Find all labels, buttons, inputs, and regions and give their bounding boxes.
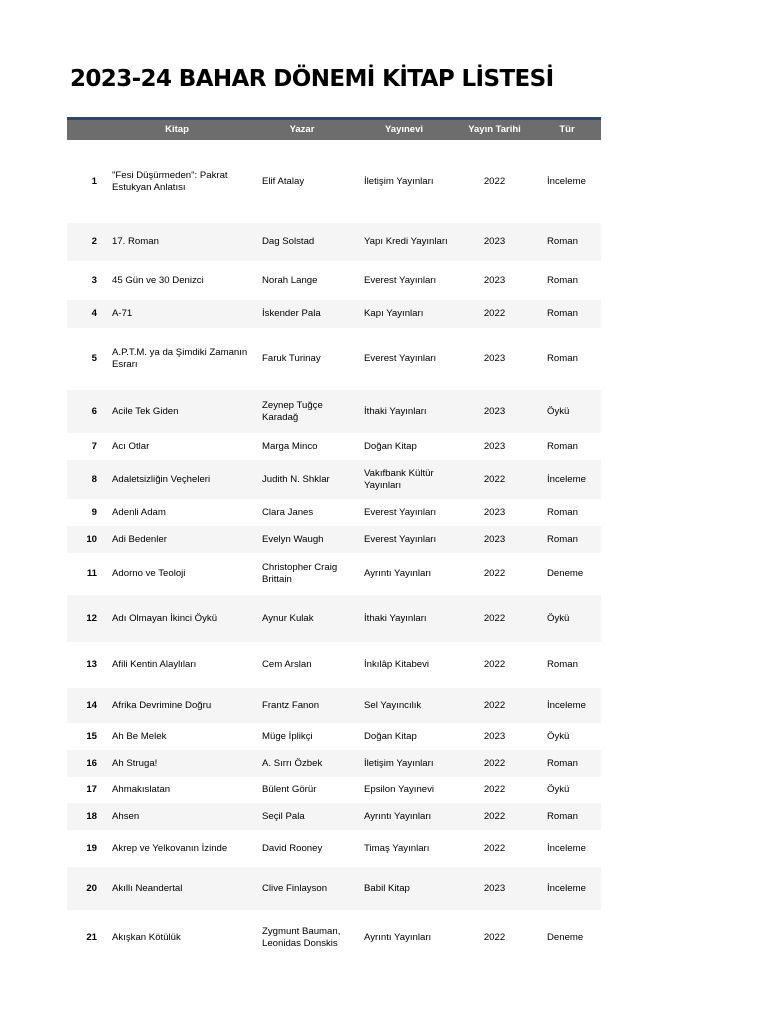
book-author: Zeynep Tuğçe Karadağ bbox=[262, 399, 323, 423]
book-publisher: Doğan Kitap bbox=[364, 730, 417, 742]
book-publisher: Everest Yayınları bbox=[364, 274, 437, 286]
header-type: Tür bbox=[559, 124, 575, 135]
row-number: 9 bbox=[91, 506, 97, 518]
book-type: Roman bbox=[547, 274, 578, 286]
book-publisher: Timaş Yayınları bbox=[364, 842, 430, 854]
book-author: Cem Arslan bbox=[262, 659, 312, 670]
row-number: 21 bbox=[86, 932, 97, 943]
book-title: Adorno ve Teoloji bbox=[112, 568, 186, 579]
publish-year: 2022 bbox=[483, 659, 506, 670]
table-row bbox=[67, 261, 601, 300]
publish-year: 2022 bbox=[483, 568, 506, 579]
publish-year: 2023 bbox=[483, 506, 506, 518]
publish-year: 2022 bbox=[483, 308, 506, 319]
publish-year: 2023 bbox=[483, 882, 506, 894]
book-publisher: Kapı Yayınları bbox=[364, 308, 424, 319]
book-publisher: Babil Kitap bbox=[364, 882, 410, 894]
row-number: 3 bbox=[91, 274, 97, 286]
publish-year: 2022 bbox=[483, 175, 506, 187]
book-publisher: Epsilon Yayınevi bbox=[364, 784, 435, 795]
book-author: Norah Lange bbox=[262, 274, 318, 286]
book-title: Afrika Devrimine Doğru bbox=[112, 699, 212, 711]
book-publisher: Everest Yayınları bbox=[364, 533, 437, 545]
book-type: Roman bbox=[547, 533, 578, 545]
book-publisher: Ayrıntı Yayınları bbox=[364, 568, 432, 579]
publish-year: 2023 bbox=[483, 274, 506, 286]
row-number: 18 bbox=[86, 810, 97, 822]
publish-year: 2023 bbox=[483, 405, 506, 417]
table-row bbox=[67, 300, 601, 328]
table-row bbox=[67, 595, 601, 642]
table-row bbox=[67, 433, 601, 460]
book-author: Marga Minco bbox=[262, 440, 318, 452]
publish-year: 2022 bbox=[483, 810, 506, 822]
book-type: Roman bbox=[547, 353, 578, 364]
publish-year: 2023 bbox=[483, 440, 506, 452]
publish-year: 2022 bbox=[483, 699, 506, 711]
book-author: Dag Solstad bbox=[262, 236, 315, 247]
book-author: Müge İplikçi bbox=[262, 730, 313, 742]
row-number: 14 bbox=[86, 699, 97, 711]
book-title: Adı Olmayan İkinci Öykü bbox=[112, 612, 218, 624]
row-number: 5 bbox=[91, 353, 97, 364]
book-type: Roman bbox=[547, 757, 578, 769]
book-author: Aynur Kulak bbox=[262, 612, 314, 624]
book-title: 45 Gün ve 30 Denizci bbox=[112, 274, 204, 286]
header-year: Yayın Tarihi bbox=[468, 124, 521, 135]
table-row bbox=[67, 390, 601, 433]
table-row bbox=[67, 328, 601, 390]
book-type: Roman bbox=[547, 440, 578, 452]
book-author: Clara Janes bbox=[262, 506, 314, 518]
book-title: Adaletsizliğin Veçheleri bbox=[112, 473, 211, 485]
table-row bbox=[67, 499, 601, 526]
book-author: Clive Finlayson bbox=[262, 882, 328, 894]
table-row bbox=[67, 777, 601, 803]
book-title: Akışkan Kötülük bbox=[112, 932, 181, 943]
book-title: Ah Struga! bbox=[112, 757, 158, 769]
table-row bbox=[67, 526, 601, 553]
book-title: "Fesi Düşürmeden": Pakrat Estukyan Anlatısı bbox=[112, 169, 228, 193]
row-number: 6 bbox=[91, 405, 97, 417]
book-type: Öykü bbox=[547, 784, 570, 795]
book-publisher: Sel Yayıncılık bbox=[364, 699, 422, 711]
book-publisher: Ayrıntı Yayınları bbox=[364, 810, 432, 822]
row-number: 1 bbox=[91, 175, 97, 187]
row-number: 10 bbox=[86, 533, 97, 545]
row-number: 11 bbox=[86, 568, 97, 579]
book-author: İskender Pala bbox=[262, 308, 321, 319]
book-title: A-71 bbox=[112, 308, 133, 319]
book-type: İnceleme bbox=[547, 175, 586, 187]
book-type: Roman bbox=[547, 659, 578, 670]
publish-year: 2023 bbox=[483, 533, 506, 545]
book-type: Öykü bbox=[547, 612, 570, 624]
book-type: Roman bbox=[547, 506, 578, 518]
row-number: 2 bbox=[91, 236, 97, 247]
book-title: Ah Be Melek bbox=[112, 730, 167, 742]
book-publisher: Vakıfbank Kültür Yayınları bbox=[364, 467, 434, 491]
table-body bbox=[67, 140, 601, 966]
book-type: Deneme bbox=[547, 932, 584, 943]
book-type: Öykü bbox=[547, 730, 570, 742]
row-number: 13 bbox=[86, 659, 97, 670]
book-author: Frantz Fanon bbox=[262, 699, 320, 711]
book-type: Roman bbox=[547, 308, 578, 319]
publish-year: 2022 bbox=[483, 612, 506, 624]
publish-year: 2022 bbox=[483, 932, 506, 943]
row-number: 19 bbox=[86, 842, 97, 854]
book-publisher: İletişim Yayınları bbox=[364, 175, 434, 187]
book-type: Öykü bbox=[547, 405, 570, 417]
book-type: İnceleme bbox=[547, 842, 586, 854]
page-title: 2023-24 BAHAR DÖNEMİ KİTAP LİSTESİ bbox=[70, 66, 554, 92]
book-title: 17. Roman bbox=[112, 236, 159, 247]
book-author: Elif Atalay bbox=[262, 175, 305, 187]
book-title: Akrep ve Yelkovanın İzinde bbox=[112, 842, 228, 854]
book-publisher: Everest Yayınları bbox=[364, 353, 437, 364]
book-author: Christopher Craig Brittain bbox=[262, 562, 338, 585]
header-author: Yazar bbox=[289, 124, 315, 135]
row-number: 16 bbox=[86, 757, 97, 769]
book-publisher: Everest Yayınları bbox=[364, 506, 437, 518]
book-title: Ahmakıslatan bbox=[112, 784, 171, 795]
table-row bbox=[67, 553, 601, 595]
publish-year: 2023 bbox=[483, 236, 506, 247]
header-book: Kitap bbox=[165, 124, 189, 135]
publish-year: 2022 bbox=[483, 784, 506, 795]
book-type: Roman bbox=[547, 236, 578, 247]
row-number: 15 bbox=[86, 730, 97, 742]
table-row bbox=[67, 140, 601, 223]
publish-year: 2022 bbox=[483, 473, 506, 485]
book-title: Akıllı Neandertal bbox=[112, 882, 183, 894]
publish-year: 2022 bbox=[483, 842, 506, 854]
book-title: Ahsen bbox=[112, 810, 140, 822]
book-publisher: Ayrıntı Yayınları bbox=[364, 932, 432, 943]
row-number: 8 bbox=[91, 473, 97, 485]
publish-year: 2023 bbox=[483, 730, 506, 742]
table-row bbox=[67, 750, 601, 777]
row-number: 4 bbox=[91, 308, 97, 319]
book-type: Deneme bbox=[547, 568, 584, 579]
publish-year: 2022 bbox=[483, 757, 506, 769]
book-title: Acile Tek Giden bbox=[112, 405, 179, 417]
book-publisher: İletişim Yayınları bbox=[364, 757, 434, 769]
book-publisher: İthaki Yayınları bbox=[364, 612, 427, 624]
table-row bbox=[67, 803, 601, 830]
book-author: A. Sırrı Özbek bbox=[262, 757, 323, 769]
book-author: Zygmunt Bauman, Leonidas Donskis bbox=[262, 926, 341, 949]
book-type: İnceleme bbox=[547, 882, 586, 894]
book-table bbox=[67, 117, 601, 966]
book-author: Faruk Turinay bbox=[262, 353, 321, 364]
table-row bbox=[67, 830, 601, 867]
header-publisher: Yayınevi bbox=[384, 124, 424, 135]
table-row bbox=[67, 460, 601, 499]
book-type: İnceleme bbox=[547, 699, 586, 711]
book-publisher: İthaki Yayınları bbox=[364, 405, 427, 417]
book-title: Afili Kentin Alaylıları bbox=[112, 659, 197, 670]
book-author: Seçil Pala bbox=[262, 810, 305, 822]
table-row bbox=[67, 867, 601, 910]
book-author: David Rooney bbox=[262, 842, 323, 854]
publish-year: 2023 bbox=[483, 353, 506, 364]
table-row bbox=[67, 223, 601, 261]
table-row bbox=[67, 910, 601, 966]
row-number: 7 bbox=[91, 440, 97, 452]
book-title: Adi Bedenler bbox=[112, 533, 167, 545]
table-header bbox=[67, 120, 601, 140]
row-number: 17 bbox=[86, 784, 97, 795]
table-row bbox=[67, 723, 601, 750]
book-publisher: İnkılâp Kitabevi bbox=[364, 659, 430, 670]
book-title: A.P.T.M. ya da Şimdiki Zamanın Esrarı bbox=[112, 347, 248, 370]
book-title: Acı Otlar bbox=[112, 440, 150, 452]
table-row bbox=[67, 642, 601, 688]
book-author: Bülent Görür bbox=[262, 784, 317, 795]
book-publisher: Doğan Kitap bbox=[364, 440, 417, 452]
book-type: Roman bbox=[547, 810, 578, 822]
book-title: Adenli Adam bbox=[112, 506, 166, 518]
book-author: Judith N. Shklar bbox=[262, 473, 330, 485]
book-author: Evelyn Waugh bbox=[262, 533, 324, 545]
book-type: İnceleme bbox=[547, 473, 586, 485]
table-row bbox=[67, 688, 601, 723]
book-publisher: Yapı Kredi Yayınları bbox=[364, 236, 448, 247]
row-number: 20 bbox=[86, 882, 97, 894]
row-number: 12 bbox=[86, 612, 97, 624]
